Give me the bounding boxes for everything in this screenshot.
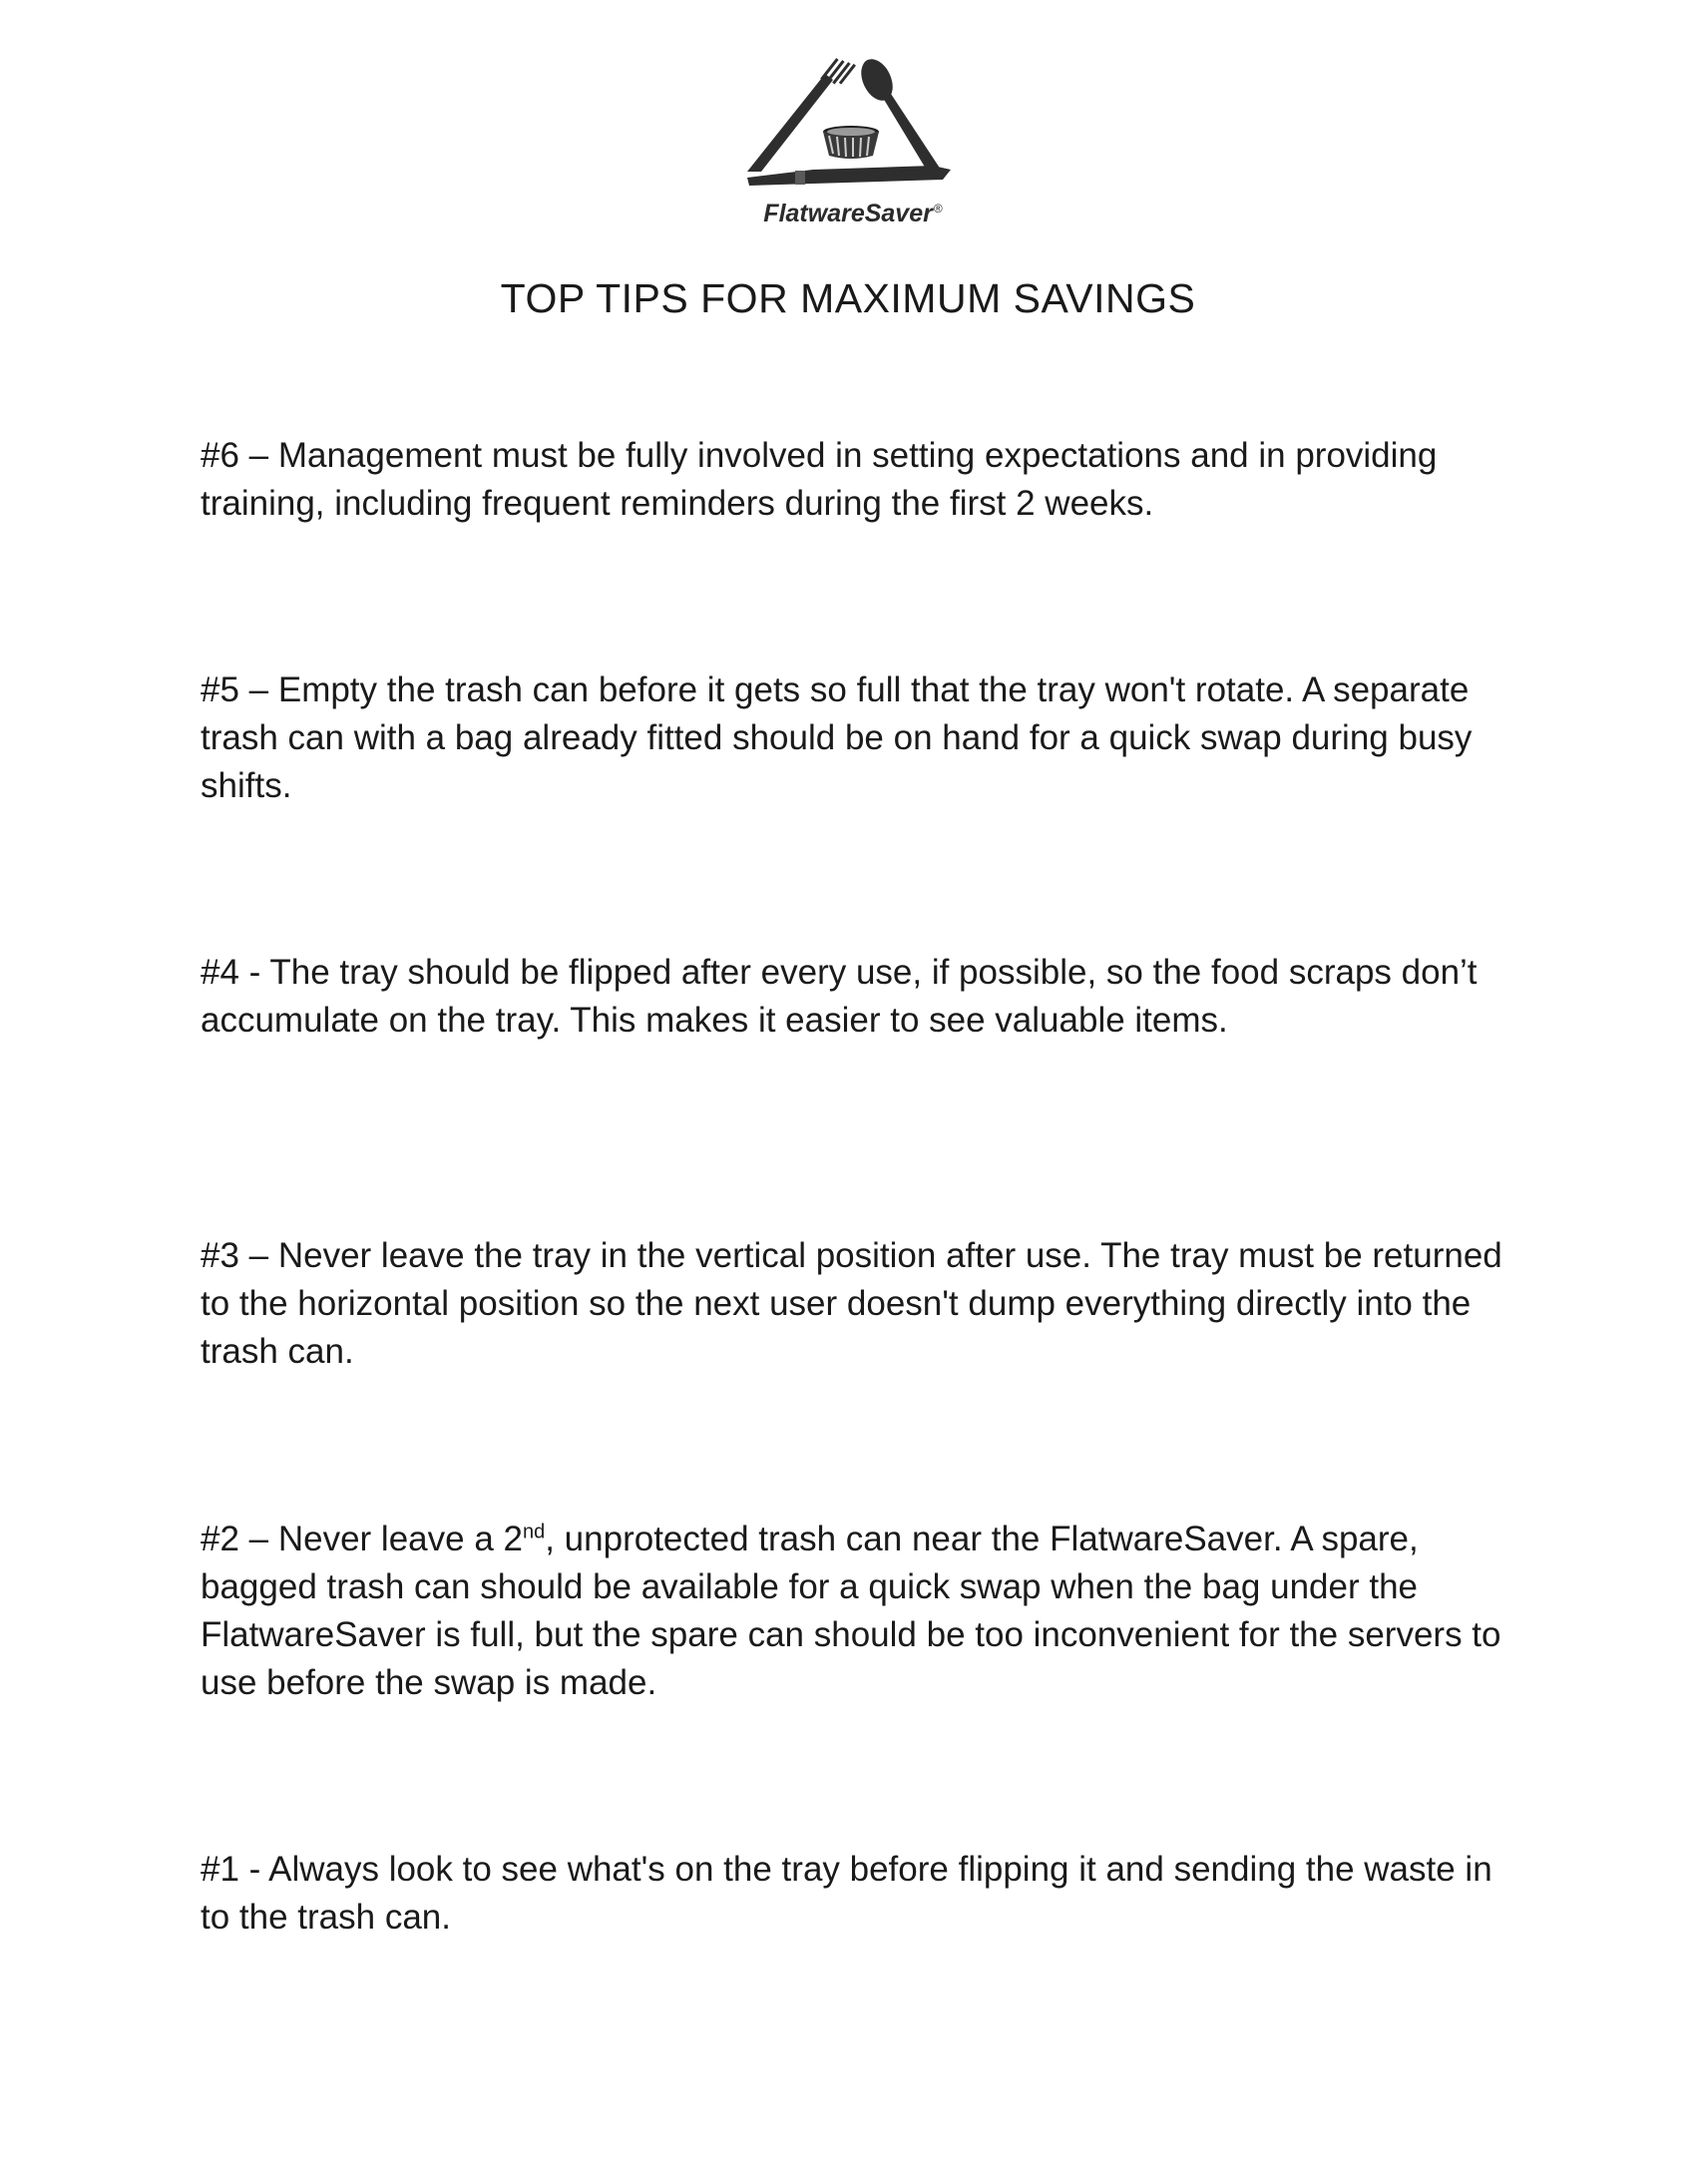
tip-2-text-end: , unprotected trash can near the FlatwareSaver. A spare, bagged trash can should be available for a quick swap when the bag under the FlatwareSaver is full, but the spare can should be too inconvenient for the servers to use before the swap is made. [201, 1520, 1501, 1702]
flatwaresaver-logo [733, 52, 973, 236]
tip-6: #6 – Management must be fully involved in setting expectations and in providing training, including frequent reminders during the first 2 weeks. [201, 436, 1438, 523]
tip-4: #4 - The tray should be flipped after every use, if possible, so the food scraps don’t accumulate on the tray. This makes it easier to see valuable items. [201, 953, 1478, 1040]
tip-1: #1 - Always look to see what's on the tray before flipping it and sending the waste in to the trash can. [201, 1850, 1492, 1937]
tip-2-superscript: nd [522, 1521, 546, 1543]
logo-wordmark-text: FlatwareSaver [763, 200, 933, 227]
tip-3: #3 – Never leave the tray in the vertical position after use. The tray must be returned to the horizontal position so the next user doesn't dump everything directly into the trash can. [201, 1236, 1502, 1371]
page-title: TOP TIPS FOR MAXIMUM SAVINGS [500, 275, 1196, 321]
registered-mark: ® [933, 201, 943, 216]
tip-2-text-start: #2 – Never leave a 2 [201, 1520, 523, 1558]
tip-2 [201, 1516, 1517, 1707]
fork-spoon-knife-bowl-triangle-icon [733, 52, 973, 202]
tip-5: #5 – Empty the trash can before it gets so full that the tray won't rotate. A separate trash can with a bag already fitted should be on hand for a quick swap during busy shifts. [201, 670, 1473, 805]
logo-wordmark [743, 200, 963, 228]
